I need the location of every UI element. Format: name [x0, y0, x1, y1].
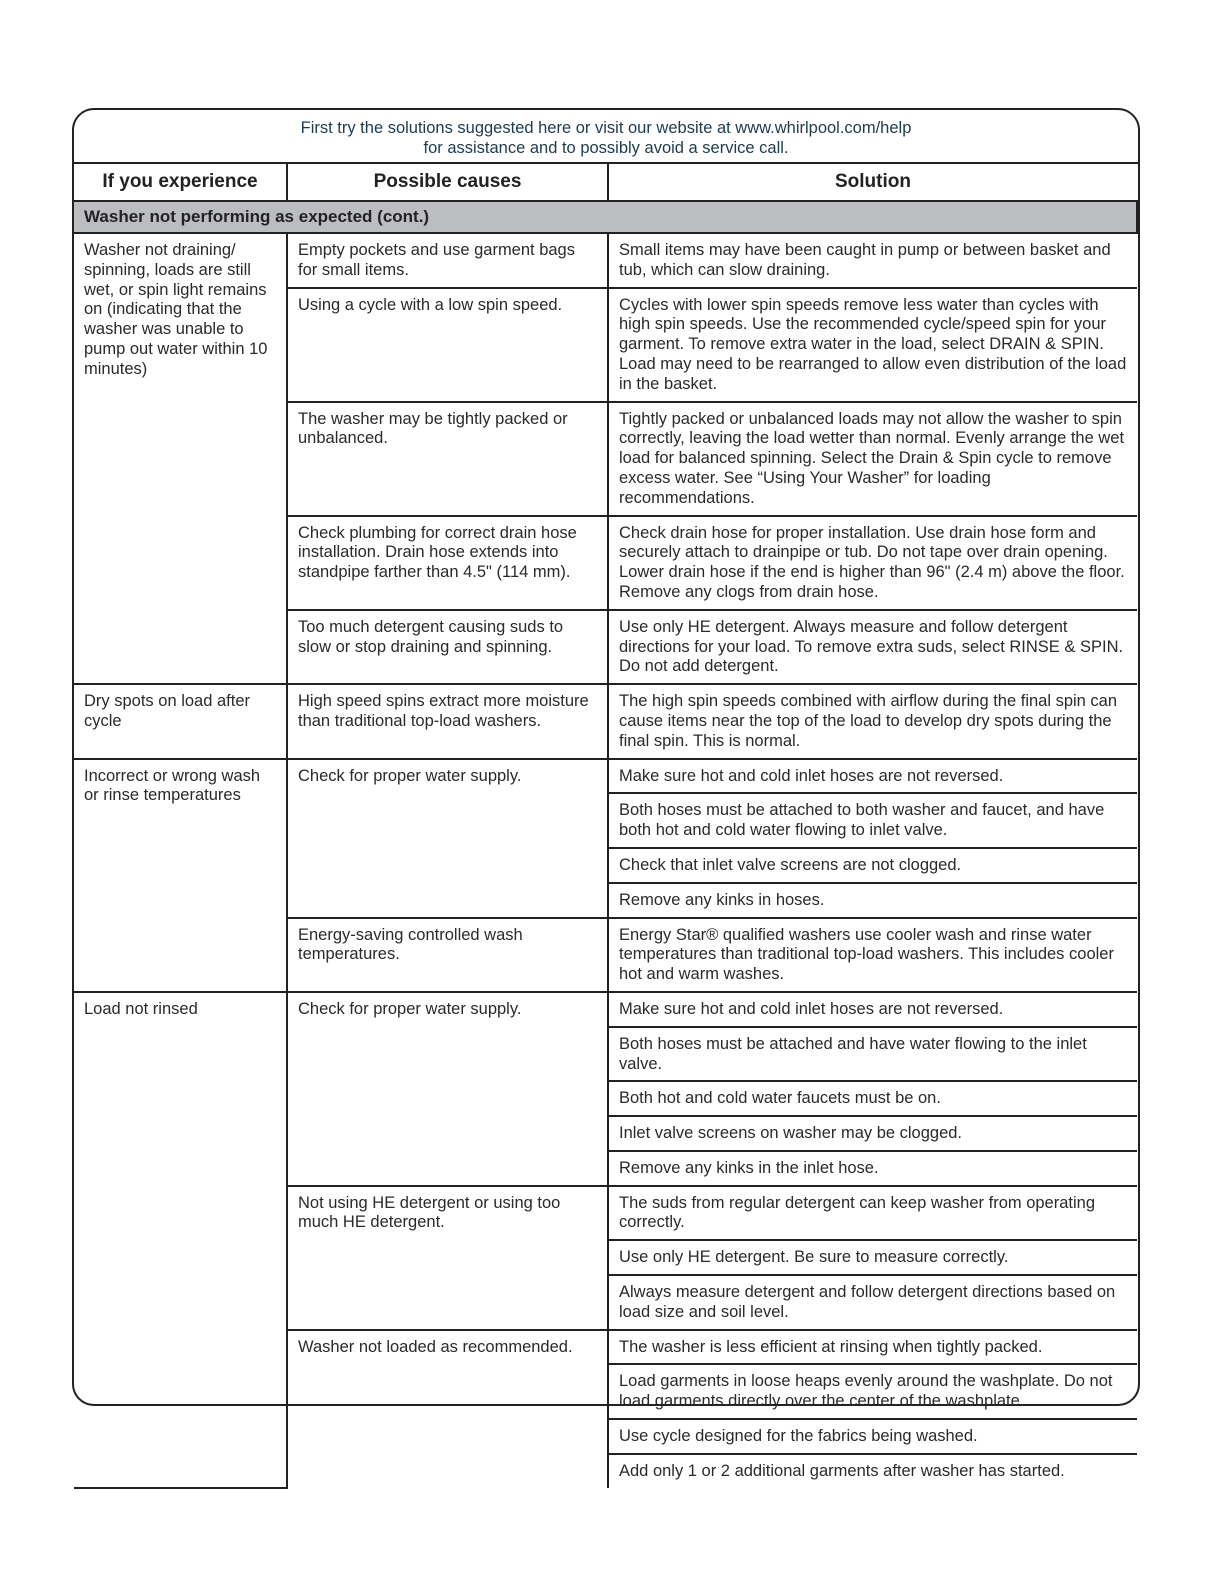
solution-cell: The washer is less efficient at rinsing when tightly packed. — [608, 1330, 1137, 1365]
solution-cell: Make sure hot and cold inlet hoses are not reversed. — [608, 759, 1137, 794]
solution-cell: The high spin speeds combined with airflow during the final spin can cause items near the top of the load to develop dry spots during the final spin. This is normal. — [608, 684, 1137, 758]
cause-cell: High speed spins extract more moisture than traditional top-load washers. — [287, 684, 608, 758]
solution-cell: Both hot and cold water faucets must be on. — [608, 1081, 1137, 1116]
section-row — [74, 201, 1137, 233]
cause-cell: Energy-saving controlled wash temperatures. — [287, 918, 608, 992]
troubleshooting-table-frame — [72, 108, 1140, 1480]
table-row — [74, 759, 1137, 794]
intro-line-1: First try the solutions suggested here or visit our website at www.whirlpool.com/help — [300, 119, 912, 137]
cause-cell: Not using HE detergent or using too much HE detergent. — [287, 1186, 608, 1330]
solution-cell: Use only HE detergent. Always measure and follow detergent directions for your load. To remove extra suds, select RINSE & SPIN. Do not add detergent. — [608, 610, 1137, 684]
solution-cell: Always measure detergent and follow detergent directions based on load size and soil level. — [608, 1275, 1137, 1330]
solution-cell: Both hoses must be attached to both washer and faucet, and have both hot and cold water flowing to inlet valve. — [608, 793, 1137, 848]
solution-cell: The suds from regular detergent can keep washer from operating correctly. — [608, 1186, 1137, 1241]
experience-cell: Washer not draining/ spinning, loads are still wet, or spin light remains on (indicating that the washer was unable to pump out water within 10 minutes) — [74, 233, 287, 684]
solution-cell: Inlet valve screens on washer may be clogged. — [608, 1116, 1137, 1151]
section-title: Washer not performing as expected (cont.) — [74, 201, 1137, 233]
intro-line-2: for assistance and to possibly avoid a service call. — [423, 139, 789, 157]
solution-cell: Tightly packed or unbalanced loads may not allow the washer to spin correctly, leaving the load wetter than normal. Evenly arrange the wet load for balanced spinning. Select the Drain & Spin cycle to remove excess water. See “Using Your Washer” for loading recommendations. — [608, 402, 1137, 516]
table-row — [74, 684, 1137, 758]
cause-cell: Check plumbing for correct drain hose installation. Drain hose extends into standpipe farther than 4.5" (114 mm). — [287, 516, 608, 610]
solution-cell: Energy Star® qualified washers use cooler wash and rinse water temperatures than traditional top-load washers. This includes cooler hot and warm washes. — [608, 918, 1137, 992]
header-solution: Solution — [608, 164, 1137, 201]
header-experience: If you experience — [74, 164, 287, 201]
solution-cell: Make sure hot and cold inlet hoses are not reversed. — [608, 992, 1137, 1027]
solution-cell: Remove any kinks in the inlet hose. — [608, 1151, 1137, 1186]
solution-cell: Cycles with lower spin speeds remove less water than cycles with high spin speeds. Use the recommended cycle/speed spin for your garment. To remove extra water in the load, select DRAIN & SPIN. Load may need to be rearranged to allow even distribution of the load in the basket. — [608, 288, 1137, 402]
cause-cell: Washer not loaded as recommended. — [287, 1330, 608, 1488]
experience-cell: Dry spots on load after cycle — [74, 684, 287, 758]
solution-cell: Load garments in loose heaps evenly around the washplate. Do not load garments directly over the center of the washplate. — [608, 1364, 1137, 1419]
table-row — [74, 233, 1137, 288]
experience-cell: Load not rinsed — [74, 992, 287, 1488]
cause-cell: Empty pockets and use garment bags for small items. — [287, 233, 608, 288]
solution-cell: Small items may have been caught in pump or between basket and tub, which can slow draining. — [608, 233, 1137, 288]
cause-cell: The washer may be tightly packed or unbalanced. — [287, 402, 608, 516]
table-row — [74, 992, 1137, 1027]
intro-note — [74, 110, 1138, 164]
header-row — [74, 164, 1137, 201]
cause-cell: Too much detergent causing suds to slow or stop draining and spinning. — [287, 610, 608, 684]
solution-cell: Use only HE detergent. Be sure to measure correctly. — [608, 1240, 1137, 1275]
solution-cell: Check that inlet valve screens are not clogged. — [608, 848, 1137, 883]
solution-cell: Remove any kinks in hoses. — [608, 883, 1137, 918]
solution-cell: Use cycle designed for the fabrics being washed. — [608, 1419, 1137, 1454]
troubleshooting-table — [74, 164, 1138, 1489]
solution-cell: Both hoses must be attached and have water flowing to the inlet valve. — [608, 1027, 1137, 1082]
header-causes: Possible causes — [287, 164, 608, 201]
cause-cell: Check for proper water supply. — [287, 992, 608, 1186]
solution-cell: Add only 1 or 2 additional garments after washer has started. — [619, 1461, 1065, 1480]
cause-cell: Using a cycle with a low spin speed. — [287, 288, 608, 402]
cause-cell: Check for proper water supply. — [287, 759, 608, 918]
solution-cell: Check drain hose for proper installation. Use drain hose form and securely attach to drainpipe or tub. Do not tape over drain opening. Lower drain hose if the end is higher than 96" (2.4 m) above the floor. Remove any clogs from drain hose. — [608, 516, 1137, 610]
experience-cell: Incorrect or wrong wash or rinse temperatures — [74, 759, 287, 992]
